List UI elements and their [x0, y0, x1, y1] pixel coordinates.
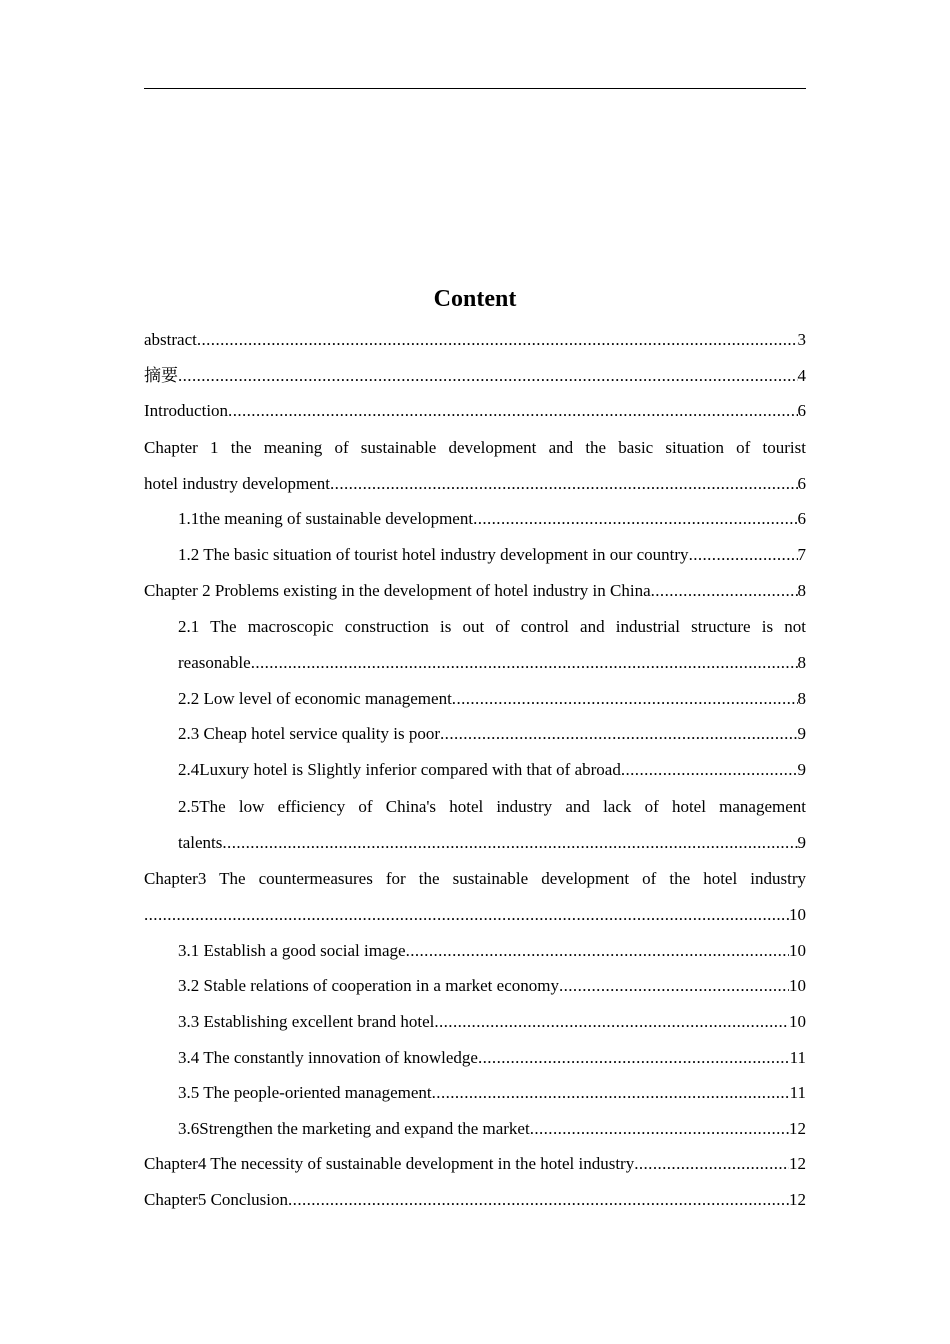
header-rule — [144, 88, 806, 89]
toc-entry[interactable] — [144, 752, 806, 788]
toc-entry-title: Chapter4 The necessity of sustainable development in the hotel industry — [144, 1154, 635, 1174]
dot-leader — [228, 393, 797, 429]
toc-entry-page-number: 11 — [789, 1083, 806, 1103]
toc-entry[interactable] — [144, 968, 806, 1004]
toc-entry-row — [178, 825, 806, 861]
dot-leader — [559, 968, 789, 1004]
toc-entry-title: Chapter 2 Problems existing in the development of hotel industry in China — [144, 580, 651, 600]
dot-leader — [251, 645, 798, 681]
dot-leader — [530, 1111, 789, 1147]
toc-entry[interactable] — [144, 1111, 806, 1147]
toc-entry[interactable] — [144, 573, 806, 609]
toc-entry-page-number: 8 — [797, 688, 806, 708]
toc-entry-title: Introduction — [144, 401, 229, 421]
toc-entry-title: 2.4Luxury hotel is Slightly inferior compared with that of abroad — [178, 759, 621, 779]
toc-entry-row — [178, 752, 806, 788]
toc-entry-title: 1.1the meaning of sustainable development — [178, 509, 474, 529]
toc-entry-row — [178, 716, 806, 752]
dot-leader — [434, 1004, 789, 1040]
toc-entry-page-number: 10 — [789, 940, 806, 960]
toc-entry[interactable] — [144, 322, 806, 358]
toc-entry-row — [144, 573, 806, 609]
toc-entry-page-number: 9 — [797, 832, 806, 852]
toc-entry-page-number: 6 — [797, 473, 806, 493]
toc-entry[interactable] — [144, 788, 806, 861]
toc-entry-title: 3.1 Establish a good social image — [178, 940, 406, 960]
toc-entry-row — [144, 322, 806, 358]
toc-entry[interactable] — [144, 537, 806, 573]
dot-leader — [478, 1040, 790, 1076]
toc-entry-page-number: 10 — [789, 1011, 806, 1031]
toc-entry-row — [144, 358, 806, 394]
dot-leader — [651, 573, 798, 609]
dot-leader — [689, 537, 798, 573]
toc-entry-page-number: 8 — [797, 580, 806, 600]
toc-entry[interactable] — [144, 933, 806, 969]
toc-entry-page-number: 10 — [789, 976, 806, 996]
toc-entry-page-number: 8 — [797, 653, 806, 673]
toc-entry[interactable] — [144, 608, 806, 681]
toc-title: Content — [433, 286, 517, 312]
toc-entry-title: hotel industry development — [144, 473, 331, 493]
dot-leader — [178, 358, 798, 394]
toc-entry-row — [178, 968, 806, 1004]
toc-entry-title: 2.2 Low level of economic management — [178, 688, 452, 708]
toc-entry-row — [178, 645, 806, 681]
toc-entry-row — [144, 1146, 806, 1182]
toc-entry-row — [178, 1111, 806, 1147]
toc-entry-page-number: 9 — [797, 759, 806, 779]
toc-entry-title: 1.2 The basic situation of tourist hotel industry development in our country — [178, 544, 689, 564]
toc-entry-title: 3.2 Stable relations of cooperation in a market economy — [178, 976, 559, 996]
toc-entry-page-number: 12 — [789, 1189, 806, 1209]
toc-entry-row — [178, 501, 806, 537]
toc-entry-row — [144, 897, 806, 933]
toc-entry[interactable] — [144, 716, 806, 752]
toc-entry-first-line: Chapter3 The countermeasures for the sustainable development of the hotel industry — [144, 869, 806, 889]
toc-entry-page-number: 6 — [797, 401, 806, 421]
toc-entry-row — [144, 1182, 806, 1218]
toc-entry-title: reasonable — [178, 653, 251, 673]
toc-entry-title: 2.3 Cheap hotel service quality is poor — [178, 724, 441, 744]
toc-entry-row — [178, 1004, 806, 1040]
toc-entry[interactable] — [144, 501, 806, 537]
toc-entry[interactable] — [144, 1040, 806, 1076]
toc-entry-title: abstract — [144, 330, 197, 349]
toc-entry-page-number: 4 — [797, 365, 806, 385]
toc-entry-row — [178, 681, 806, 717]
toc-entry-page-number: 3 — [797, 330, 806, 349]
toc-entry-first-line: Chapter 1 the meaning of sustainable development and the basic situation of tourist — [144, 437, 806, 457]
table-of-contents — [144, 322, 806, 1217]
toc-entry-page-number: 12 — [789, 1118, 806, 1138]
toc-entry-page-number: 6 — [797, 509, 806, 529]
toc-entry-title: 3.6Strengthen the marketing and expand the market — [178, 1118, 530, 1138]
dot-leader — [621, 752, 798, 788]
dot-leader — [222, 825, 797, 861]
toc-entry[interactable] — [144, 1146, 806, 1182]
dot-leader — [197, 322, 798, 358]
toc-entry[interactable] — [144, 358, 806, 394]
toc-entry-title: Chapter5 Conclusion — [144, 1189, 289, 1209]
toc-entry-title: talents — [178, 832, 223, 852]
dot-leader — [473, 501, 797, 537]
dot-leader — [144, 897, 789, 933]
toc-entry[interactable] — [144, 393, 806, 429]
toc-entry-row — [144, 466, 806, 502]
toc-entry[interactable] — [144, 1075, 806, 1111]
toc-entry-title: 摘要 — [144, 365, 178, 385]
toc-entry-title: 3.3 Establishing excellent brand hotel — [178, 1011, 435, 1031]
dot-leader — [634, 1146, 789, 1182]
toc-entry-page-number: 12 — [789, 1154, 806, 1174]
dot-leader — [432, 1075, 790, 1111]
toc-entry-page-number: 11 — [789, 1047, 806, 1067]
toc-entry-row — [178, 1075, 806, 1111]
dot-leader — [288, 1182, 789, 1218]
toc-entry[interactable] — [144, 429, 806, 502]
toc-entry[interactable] — [144, 1182, 806, 1218]
toc-entry-row — [178, 933, 806, 969]
toc-entry-page-number: 7 — [797, 544, 806, 564]
toc-entry[interactable] — [144, 860, 806, 933]
toc-entry-first-line: 2.5The low efficiency of China's hotel industry and lack of hotel management — [178, 796, 806, 816]
toc-entry-page-number: 9 — [797, 724, 806, 744]
dot-leader — [452, 681, 798, 717]
toc-entry-title: 3.5 The people-oriented management — [178, 1083, 432, 1103]
toc-entry-row — [178, 537, 806, 573]
toc-entry-row — [178, 1040, 806, 1076]
dot-leader — [440, 716, 797, 752]
toc-entry-title: 3.4 The constantly innovation of knowledge — [178, 1047, 478, 1067]
toc-entry-page-number: 10 — [789, 905, 806, 925]
dot-leader — [406, 933, 789, 969]
toc-entry-row — [144, 393, 806, 429]
toc-entry[interactable] — [144, 681, 806, 717]
dot-leader — [330, 466, 797, 502]
toc-entry-first-line: 2.1 The macroscopic construction is out of control and industrial structure is not — [178, 617, 806, 637]
toc-entry[interactable] — [144, 1004, 806, 1040]
